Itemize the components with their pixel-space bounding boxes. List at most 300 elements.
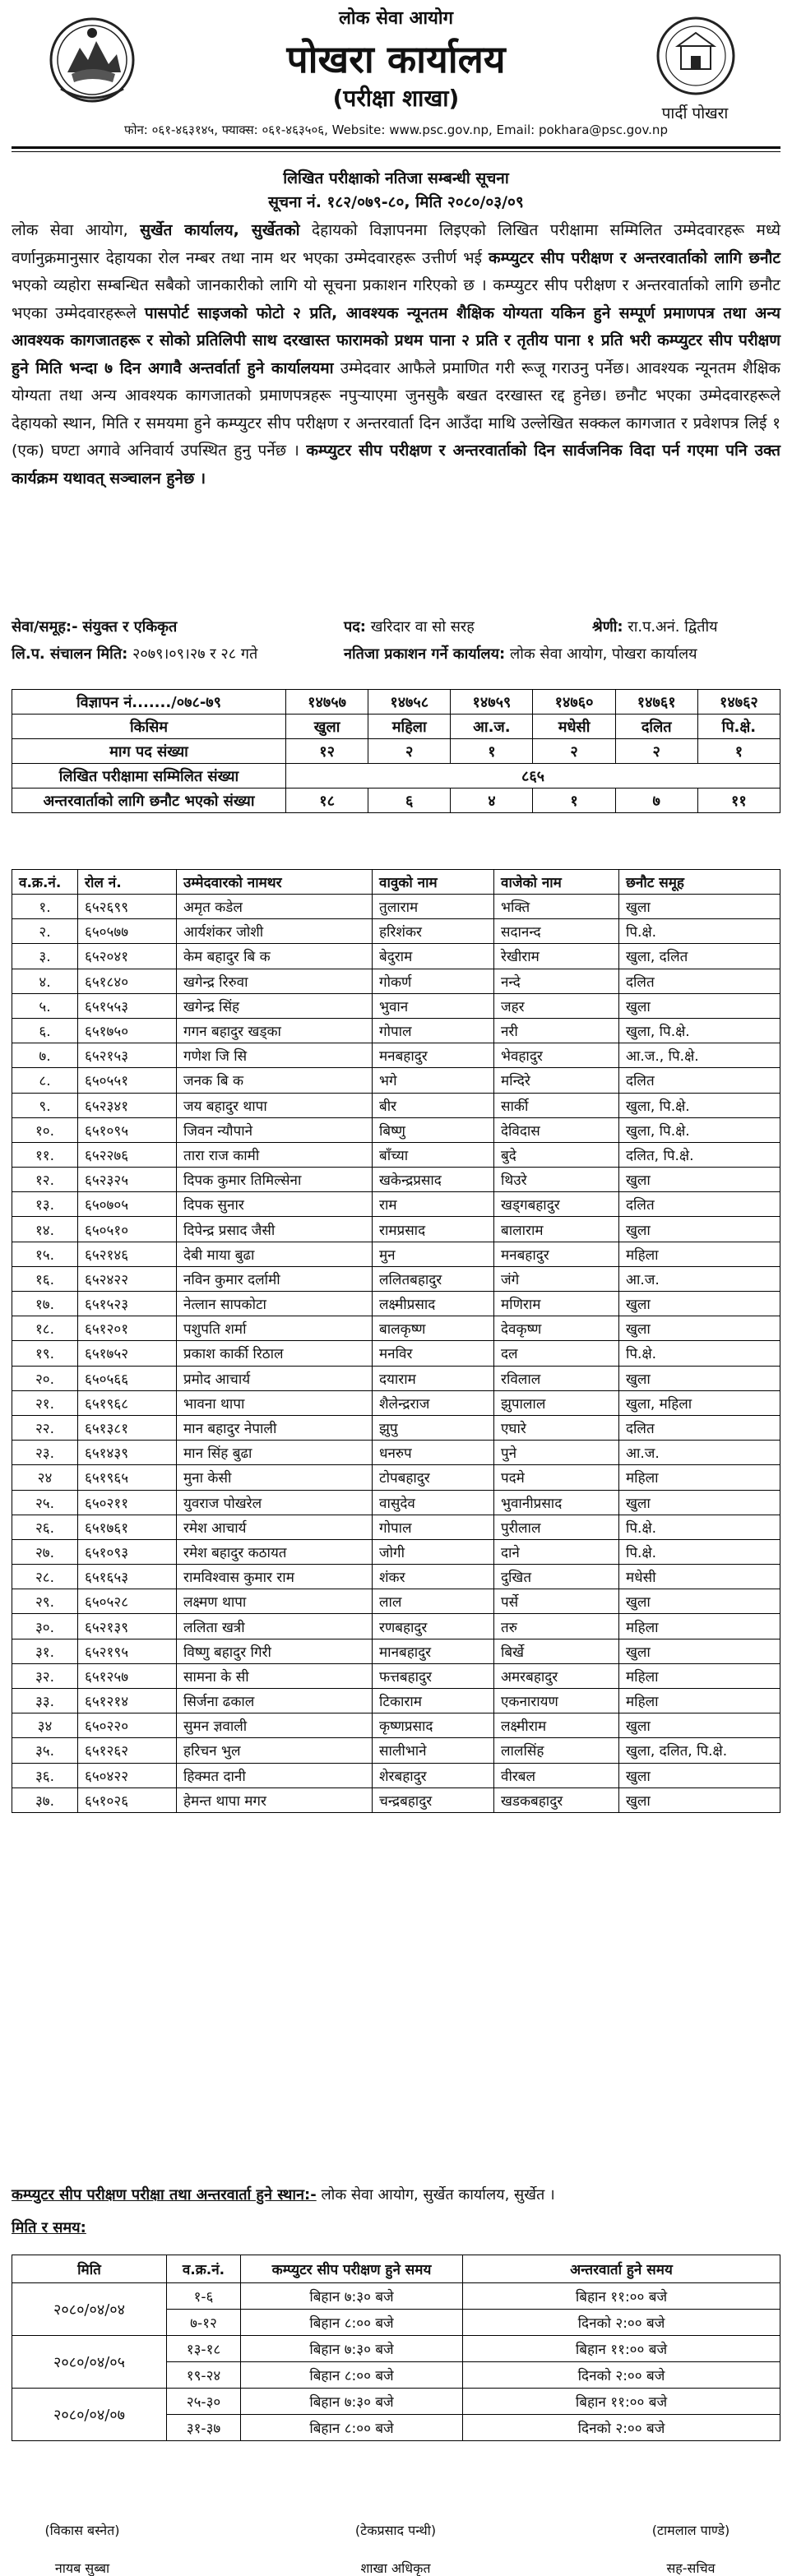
cell-serial: २७. — [12, 1539, 78, 1564]
cell-name: खगेन्द्र सिंह — [177, 993, 373, 1018]
cell-father: जोगी — [373, 1539, 494, 1564]
cell-grandfather: तरु — [494, 1614, 619, 1639]
cell-group: खुला — [619, 1639, 780, 1663]
signatory-title: शाखा अधिकृत — [360, 2560, 431, 2576]
cell-name: भावना थापा — [177, 1390, 373, 1415]
cell-roll: ६५०४२२ — [78, 1763, 177, 1787]
cell-roll: ६५१४३९ — [78, 1441, 177, 1465]
cell-roll: ६५१२६२ — [78, 1738, 177, 1763]
cell-group: खुला — [619, 1217, 780, 1242]
cell-serial: ३३. — [12, 1689, 78, 1713]
cell-grandfather: थिउरे — [494, 1168, 619, 1192]
cell-father: धनरुप — [373, 1441, 494, 1465]
schedule-date: २०८०/०४/०७ — [12, 2389, 167, 2441]
cell-grandfather: दुखित — [494, 1565, 619, 1589]
computer-test-time: बिहान ८:०० बजे — [241, 2415, 463, 2441]
cell-father: टिकाराम — [373, 1689, 494, 1713]
cell-grandfather: मणिराम — [494, 1292, 619, 1316]
cell-serial: ३४ — [12, 1713, 78, 1738]
selected-row — [12, 789, 780, 813]
cell-group: महिला — [619, 1242, 780, 1266]
cell-father: बाँच्या — [373, 1142, 494, 1167]
cell-father: वासुदेव — [373, 1490, 494, 1515]
selected-cell: ११ — [697, 789, 780, 813]
type-cell: दलित — [615, 715, 697, 739]
cell-father: हरिशंकर — [373, 919, 494, 944]
schedule-heading: मिति र समय: — [12, 2219, 86, 2236]
schedule-range: १३-१८ — [167, 2336, 241, 2362]
org-name-small: लोक सेवा आयोग — [339, 8, 453, 29]
table-row — [12, 1589, 780, 1614]
cell-grandfather: जंगे — [494, 1266, 619, 1291]
para-bold-1: सुर्खेत कार्यालय, सुर्खेतको — [140, 221, 300, 239]
selected-cell: १८ — [286, 789, 368, 813]
cell-name: तारा राज कामी — [177, 1142, 373, 1167]
office-label: नतिजा प्रकाशन गर्ने कार्यालय: — [344, 645, 506, 663]
type-cell: आ.ज. — [451, 715, 533, 739]
schedule-row — [12, 2336, 780, 2362]
cell-grandfather: खडकबहादुर — [494, 1787, 619, 1812]
signatory-name: (विकास बस्नेत) — [44, 2523, 120, 2538]
type-cell: पि.क्षे. — [697, 715, 780, 739]
cell-group: खुला — [619, 1589, 780, 1614]
cell-father: मानबहादुर — [373, 1639, 494, 1663]
cell-name: दिपक सुनार — [177, 1192, 373, 1217]
cell-roll: ६५१०२६ — [78, 1787, 177, 1812]
cell-serial: ३६. — [12, 1763, 78, 1787]
cell-group: आ.ज., पि.क्षे. — [619, 1043, 780, 1068]
table-row — [12, 919, 780, 944]
cell-roll: ६५१७५० — [78, 1018, 177, 1043]
signatory-name: (टेकप्रसाद पन्थी) — [354, 2523, 437, 2538]
cell-group: खुला — [619, 1168, 780, 1192]
header-rule — [12, 146, 780, 149]
cell-group: दलित — [619, 969, 780, 993]
appeared-row — [12, 764, 780, 789]
cell-father: शैलेन्द्रराज — [373, 1390, 494, 1415]
selected-label: अन्तरवार्ताको लागि छनौट भएको संख्या — [12, 789, 286, 813]
cell-name: गगन बहादुर खड्का — [177, 1018, 373, 1043]
cell-group: खुला, दलित, पि.क्षे. — [619, 1738, 780, 1763]
interview-time: बिहान ११:०० बजे — [463, 2389, 780, 2415]
demand-cell: २ — [615, 739, 697, 764]
advert-number: १४७६० — [533, 690, 615, 715]
class-value: रा.प.अनं. द्वितीय — [628, 618, 718, 636]
cell-father: ललितबहादुर — [373, 1266, 494, 1291]
cell-father: भुवान — [373, 993, 494, 1018]
table-row — [12, 1441, 780, 1465]
section-name: (परीक्षा शाखा) — [332, 85, 460, 112]
cell-group: आ.ज. — [619, 1266, 780, 1291]
table-row — [12, 1341, 780, 1366]
cell-roll: ६५१३८१ — [78, 1415, 177, 1440]
table-row — [12, 1515, 780, 1539]
table-row — [12, 1565, 780, 1589]
schedule-row — [12, 2389, 780, 2415]
cell-serial: १४. — [12, 1217, 78, 1242]
post-value: खरिदार वा सो सरह — [370, 618, 475, 636]
cell-serial: ३५. — [12, 1738, 78, 1763]
table-row — [12, 1366, 780, 1390]
cell-name: जनक बि क — [177, 1068, 373, 1093]
cell-group: खुला, पि.क्षे. — [619, 1117, 780, 1142]
signatory-title: सह-सचिव — [666, 2560, 716, 2576]
col-roll: रोल नं. — [78, 870, 177, 895]
type-row — [12, 715, 780, 739]
cell-grandfather: लक्ष्मीराम — [494, 1713, 619, 1738]
schedule-range: ७-१२ — [167, 2310, 241, 2336]
col-interview-time: अन्तरवार्ता हुने समय — [463, 2255, 780, 2283]
cell-serial: १६. — [12, 1266, 78, 1291]
cell-grandfather: एघारे — [494, 1415, 619, 1440]
table-row — [12, 1093, 780, 1117]
cell-serial: ३. — [12, 944, 78, 969]
col-range: व.क्र.नं. — [167, 2255, 241, 2283]
cell-group: खुला — [619, 1292, 780, 1316]
demand-row — [12, 739, 780, 764]
cell-serial: १८. — [12, 1316, 78, 1341]
right-logo-caption: पार्दी पोखरा — [661, 104, 729, 123]
cell-roll: ६५१७५२ — [78, 1341, 177, 1366]
table-row — [12, 1292, 780, 1316]
cell-father: लक्ष्मीप्रसाद — [373, 1292, 494, 1316]
cell-group: दलित, पि.क्षे. — [619, 1142, 780, 1167]
table-row — [12, 1614, 780, 1639]
cell-serial: १७. — [12, 1292, 78, 1316]
cell-group: खुला — [619, 1316, 780, 1341]
cell-roll: ६५१५५३ — [78, 993, 177, 1018]
cell-roll: ६५२१९५ — [78, 1639, 177, 1663]
table-row — [12, 1192, 780, 1217]
cell-roll: ६५२१४६ — [78, 1242, 177, 1266]
cell-name: जिवन न्यौपाने — [177, 1117, 373, 1142]
cell-roll: ६५०५५१ — [78, 1068, 177, 1093]
cell-roll: ६५२०४१ — [78, 944, 177, 969]
table-row — [12, 1663, 780, 1688]
table-row — [12, 1738, 780, 1763]
table-row — [12, 1787, 780, 1812]
cell-father: सालीभाने — [373, 1738, 494, 1763]
header-rule-thin — [12, 151, 780, 152]
cell-serial: २. — [12, 919, 78, 944]
cell-group: दलित — [619, 1415, 780, 1440]
cell-name: प्रमोद आचार्य — [177, 1366, 373, 1390]
schedule-range: १९-२४ — [167, 2362, 241, 2389]
cell-roll: ६५२२७६ — [78, 1142, 177, 1167]
selected-cell: ४ — [451, 789, 533, 813]
type-cell: महिला — [368, 715, 451, 739]
cell-name: नविन कुमार दर्लामी — [177, 1266, 373, 1291]
cell-name: सुमन ज्ञवाली — [177, 1713, 373, 1738]
cell-group: खुला, दलित — [619, 944, 780, 969]
cell-father: बिष्णु — [373, 1117, 494, 1142]
cell-serial: २८. — [12, 1565, 78, 1589]
interview-time: दिनको २:०० बजे — [463, 2310, 780, 2336]
cell-name: अमृत कडेल — [177, 895, 373, 919]
candidates-table — [12, 869, 780, 1813]
cell-serial: ११. — [12, 1142, 78, 1167]
notice-paragraph — [12, 217, 780, 493]
cell-serial: २४ — [12, 1465, 78, 1490]
cell-grandfather: पर्से — [494, 1589, 619, 1614]
table-row — [12, 1043, 780, 1068]
table-row — [12, 1117, 780, 1142]
post-label: पद: — [344, 618, 366, 636]
cell-group: मधेसी — [619, 1565, 780, 1589]
table-row — [12, 1490, 780, 1515]
cell-grandfather: रेखीराम — [494, 944, 619, 969]
cell-serial: २१. — [12, 1390, 78, 1415]
cell-name: दिपेन्द्र प्रसाद जैसी — [177, 1217, 373, 1242]
cell-grandfather: पुरीलाल — [494, 1515, 619, 1539]
cell-roll: ६५०५१० — [78, 1217, 177, 1242]
type-cell: खुला — [286, 715, 368, 739]
cell-serial: ३१. — [12, 1639, 78, 1663]
cell-roll: ६५०५२८ — [78, 1589, 177, 1614]
cell-name: प्रकाश कार्की रिठाल — [177, 1341, 373, 1366]
para-text-2: देहायको विज्ञापनमा लिइएको लिखित परीक्षामा सम्मिलित उम्मेदवारहरू मध्ये वर्णानुक्रमानुसार देहायका रोल नम्बर तथा नाम थर भएका उम्मेदवारहरू उत्तीर्ण भई — [12, 221, 780, 267]
cell-name: मान सिंह बुढा — [177, 1441, 373, 1465]
service-value: संयुक्त र एकिकृत — [82, 618, 178, 636]
schedule-table — [12, 2255, 780, 2441]
cell-grandfather: बिर्खे — [494, 1639, 619, 1663]
cell-name: हिक्मत दानी — [177, 1763, 373, 1787]
cell-group: पि.क्षे. — [619, 1539, 780, 1564]
cell-name: देबी माया बुढा — [177, 1242, 373, 1266]
table-row — [12, 1266, 780, 1291]
cell-father: कृष्णप्रसाद — [373, 1713, 494, 1738]
cell-serial: ९. — [12, 1093, 78, 1117]
advert-number: १४७५८ — [368, 690, 451, 715]
cell-serial: ७. — [12, 1043, 78, 1068]
cell-father: रणबहादुर — [373, 1614, 494, 1639]
cell-group: महिला — [619, 1465, 780, 1490]
table-row — [12, 1415, 780, 1440]
table-row — [12, 1142, 780, 1167]
interview-time: दिनको २:०० बजे — [463, 2362, 780, 2389]
interview-time: दिनको २:०० बजे — [463, 2415, 780, 2441]
col-grandfather: वाजेको नाम — [494, 870, 619, 895]
table-row — [12, 1217, 780, 1242]
cell-father: मनविर — [373, 1341, 494, 1366]
cell-group: पि.क्षे. — [619, 1341, 780, 1366]
table-row — [12, 1068, 780, 1093]
cell-serial: १. — [12, 895, 78, 919]
cell-name: रमेश आचार्य — [177, 1515, 373, 1539]
cell-group: खुला — [619, 1713, 780, 1738]
cell-name: हेमन्त थापा मगर — [177, 1787, 373, 1812]
cell-name: रमेश बहादुर कठायत — [177, 1539, 373, 1564]
cell-group: खुला — [619, 1763, 780, 1787]
cell-group: खुला, पि.क्षे. — [619, 1018, 780, 1043]
advert-number: १४७६२ — [697, 690, 780, 715]
cell-serial: २९. — [12, 1589, 78, 1614]
col-date: मिति — [12, 2255, 167, 2283]
notice-title: लिखित परीक्षाको नतिजा सम्बन्धी सूचना — [283, 169, 509, 187]
demand-cell: २ — [533, 739, 615, 764]
cell-father: शंकर — [373, 1565, 494, 1589]
cell-serial: १०. — [12, 1117, 78, 1142]
cell-father: गोपाल — [373, 1515, 494, 1539]
cell-grandfather: देविदास — [494, 1117, 619, 1142]
advert-number: १४७६१ — [615, 690, 697, 715]
col-father: वावुको नाम — [373, 870, 494, 895]
selected-cell: १ — [533, 789, 615, 813]
office-value: लोक सेवा आयोग, पोखरा कार्यालय — [509, 645, 697, 663]
candidates-body — [12, 895, 780, 1813]
cell-serial: १२. — [12, 1168, 78, 1192]
type-cell: मधेसी — [533, 715, 615, 739]
schedule-body — [12, 2283, 780, 2441]
schedule-row — [12, 2283, 780, 2310]
cell-grandfather: अमरबहादुर — [494, 1663, 619, 1688]
cell-serial: ४. — [12, 969, 78, 993]
cell-grandfather: मनबहादुर — [494, 1242, 619, 1266]
cell-grandfather: दाने — [494, 1539, 619, 1564]
signatory-title: नायब सुब्बा — [54, 2560, 110, 2576]
cell-grandfather: मन्दिरे — [494, 1068, 619, 1093]
cell-roll: ६५०२२० — [78, 1713, 177, 1738]
cell-roll: ६५१६५३ — [78, 1565, 177, 1589]
cell-name: पशुपति शर्मा — [177, 1316, 373, 1341]
appeared-count: ८६५ — [286, 764, 780, 789]
signatory-name: (टामलाल पाण्डे) — [651, 2523, 730, 2538]
cell-group: महिला — [619, 1663, 780, 1688]
signature-1 — [0, 2521, 164, 2576]
cell-roll: ६५०७०५ — [78, 1192, 177, 1217]
cell-serial: ३०. — [12, 1614, 78, 1639]
cell-roll: ६५१८४० — [78, 969, 177, 993]
advert-label: विज्ञापन नं......./०७८-७९ — [12, 690, 286, 715]
cell-serial: ६. — [12, 1018, 78, 1043]
schedule-date: २०८०/०४/०५ — [12, 2336, 167, 2389]
cell-roll: ६५१०९३ — [78, 1539, 177, 1564]
cell-father: बालकृष्ण — [373, 1316, 494, 1341]
contact-line: फोन: ०६१-४६३१४५, फ्याक्स: ०६१-४६३५०६, Website: www.psc.gov.np, Email: pokhara@psc.gov.np — [124, 123, 668, 137]
cell-group: दलित — [619, 1192, 780, 1217]
col-name: उम्मेदवारको नामथर — [177, 870, 373, 895]
cell-roll: ६५१२१४ — [78, 1689, 177, 1713]
cell-grandfather: दल — [494, 1341, 619, 1366]
table-row — [12, 1018, 780, 1043]
cell-grandfather: जहर — [494, 993, 619, 1018]
demand-cell: १ — [697, 739, 780, 764]
cell-grandfather: बुदे — [494, 1142, 619, 1167]
table-row — [12, 1168, 780, 1192]
cell-roll: ६५२३२५ — [78, 1168, 177, 1192]
cell-name: मान बहादुर नेपाली — [177, 1415, 373, 1440]
para-bold-4: कम्प्युटर सीप परीक्षण र अन्तरवार्ताको दिन सार्वजनिक विदा पर्न गएमा पनि उक्त कार्यक्रम यथावत् सञ्चालन हुनेछ । — [12, 442, 780, 488]
cell-father: गोकर्ण — [373, 969, 494, 993]
cell-father: झुपु — [373, 1415, 494, 1440]
cell-father: खकेन्द्रप्रसाद — [373, 1168, 494, 1192]
notice-number: सूचना नं. १८२/०७९-८०, मिति २०८०/०३/०९ — [268, 193, 524, 211]
para-text-4: उम्मेदवार आफैले प्रमाणित गरी रूजू गराउनु पर्नेछ। आवश्यक न्यूनतम शैक्षिक योग्यता तथा अन्य आवश्यक कागजातको प्रमाणपत्रहरू नपुऱ्याएमा जुनसुकै बखत दरखास्त रद्द हुनेछ। छनौट भएका उम्मेदवारहरूले देहायको स्थान, मिति र समयमा हुने कम्प्युटर सीप परीक्षण र अन्तरवार्ता दिन आउँदा माथि उल्लेखित सक्कल कागजात र प्रवेशपत्र लिई १ (एक) घण्टा अगावे अनिवार्य उपस्थित हुनु पर्नेछ । — [12, 358, 780, 460]
cell-name: युवराज पोखरेल — [177, 1490, 373, 1515]
computer-test-time: बिहान ८:०० बजे — [241, 2310, 463, 2336]
interview-time: बिहान ११:०० बजे — [463, 2336, 780, 2362]
cell-group: खुला — [619, 993, 780, 1018]
cell-roll: ६५१७६१ — [78, 1515, 177, 1539]
table-row — [12, 895, 780, 919]
cell-name: गणेश जि सि — [177, 1043, 373, 1068]
advert-number: १४७५९ — [451, 690, 533, 715]
cell-grandfather: वीरबल — [494, 1763, 619, 1787]
cell-name: रामविश्वास कुमार राम — [177, 1565, 373, 1589]
cell-father: गोपाल — [373, 1018, 494, 1043]
signature-3 — [609, 2521, 773, 2576]
cell-serial: ३७. — [12, 1787, 78, 1812]
cell-grandfather: भक्ति — [494, 895, 619, 919]
cell-group: पि.क्षे. — [619, 919, 780, 944]
cell-grandfather: भेवहादुर — [494, 1043, 619, 1068]
cell-grandfather: नन्दे — [494, 969, 619, 993]
venue-value: लोक सेवा आयोग, सुर्खेत कार्यालय, सुर्खेत । — [321, 2186, 555, 2204]
demand-cell: १२ — [286, 739, 368, 764]
cell-serial: १३. — [12, 1192, 78, 1217]
computer-test-time: बिहान ७:३० बजे — [241, 2389, 463, 2415]
cell-serial: ५. — [12, 993, 78, 1018]
cell-name: आर्यशंकर जोशी — [177, 919, 373, 944]
col-group: छनौट समूह — [619, 870, 780, 895]
service-group — [12, 617, 177, 636]
cell-serial: २०. — [12, 1366, 78, 1390]
cell-father: बेदुराम — [373, 944, 494, 969]
cell-group: खुला — [619, 1366, 780, 1390]
service-label: सेवा/समूह:- — [12, 618, 78, 636]
cell-father: रामप्रसाद — [373, 1217, 494, 1242]
cell-roll: ६५०२११ — [78, 1490, 177, 1515]
table-row — [12, 1316, 780, 1341]
schedule-date: २०८०/०४/०४ — [12, 2283, 167, 2336]
cell-group: खुला, पि.क्षे. — [619, 1093, 780, 1117]
signature-2 — [313, 2521, 478, 2576]
table-row — [12, 1390, 780, 1415]
cell-name: जय बहादुर थापा — [177, 1093, 373, 1117]
type-label: किसिम — [12, 715, 286, 739]
demand-label: माग पद संख्या — [12, 739, 286, 764]
computer-test-time: बिहान ७:३० बजे — [241, 2336, 463, 2362]
cell-roll: ६५२१३९ — [78, 1614, 177, 1639]
cell-father: टोपबहादुर — [373, 1465, 494, 1490]
cell-group: पि.क्षे. — [619, 1515, 780, 1539]
demand-cell: १ — [451, 739, 533, 764]
psc-logo-icon — [655, 15, 737, 101]
cell-name: खगेन्द्र रिरुवा — [177, 969, 373, 993]
exam-date — [12, 644, 257, 664]
para-bold-3: पासपोर्ट साइजको फोटो २ प्रति, आवश्यक न्यूनतम शैक्षिक योग्यता यकिन हुने सम्पूर्ण प्रमाणपत्र तथा अन्य आवश्यक कागजातहरू र सोको प्रतिलिपी साथ दरखास्त फारामको प्रथम पाना २ प्रति र तृतीय पाना १ प्रति भरी कम्प्युटर सीप परीक्षण हुने मिति भन्दा ७ दिन अगावै अन्तर्वार्ता हुने कार्यालयमा — [12, 303, 780, 377]
cell-roll: ६५२४२२ — [78, 1266, 177, 1291]
cell-serial: ८. — [12, 1068, 78, 1093]
table-row — [12, 944, 780, 969]
computer-test-time: बिहान ७:३० बजे — [241, 2283, 463, 2310]
cell-serial: २२. — [12, 1415, 78, 1440]
table-row — [12, 1713, 780, 1738]
cell-name: ललिता खत्री — [177, 1614, 373, 1639]
cell-grandfather: सदानन्द — [494, 919, 619, 944]
cell-grandfather: एकनारायण — [494, 1689, 619, 1713]
cell-father: बीर — [373, 1093, 494, 1117]
cell-serial: २६. — [12, 1515, 78, 1539]
cell-father: दयाराम — [373, 1366, 494, 1390]
cell-roll: ६५०५६६ — [78, 1366, 177, 1390]
cell-roll: ६५१०९५ — [78, 1117, 177, 1142]
schedule-range: २५-३० — [167, 2389, 241, 2415]
cell-father: तुलाराम — [373, 895, 494, 919]
cell-father: फत्तबहादुर — [373, 1663, 494, 1688]
publishing-office — [344, 644, 697, 664]
selected-cell: ६ — [368, 789, 451, 813]
